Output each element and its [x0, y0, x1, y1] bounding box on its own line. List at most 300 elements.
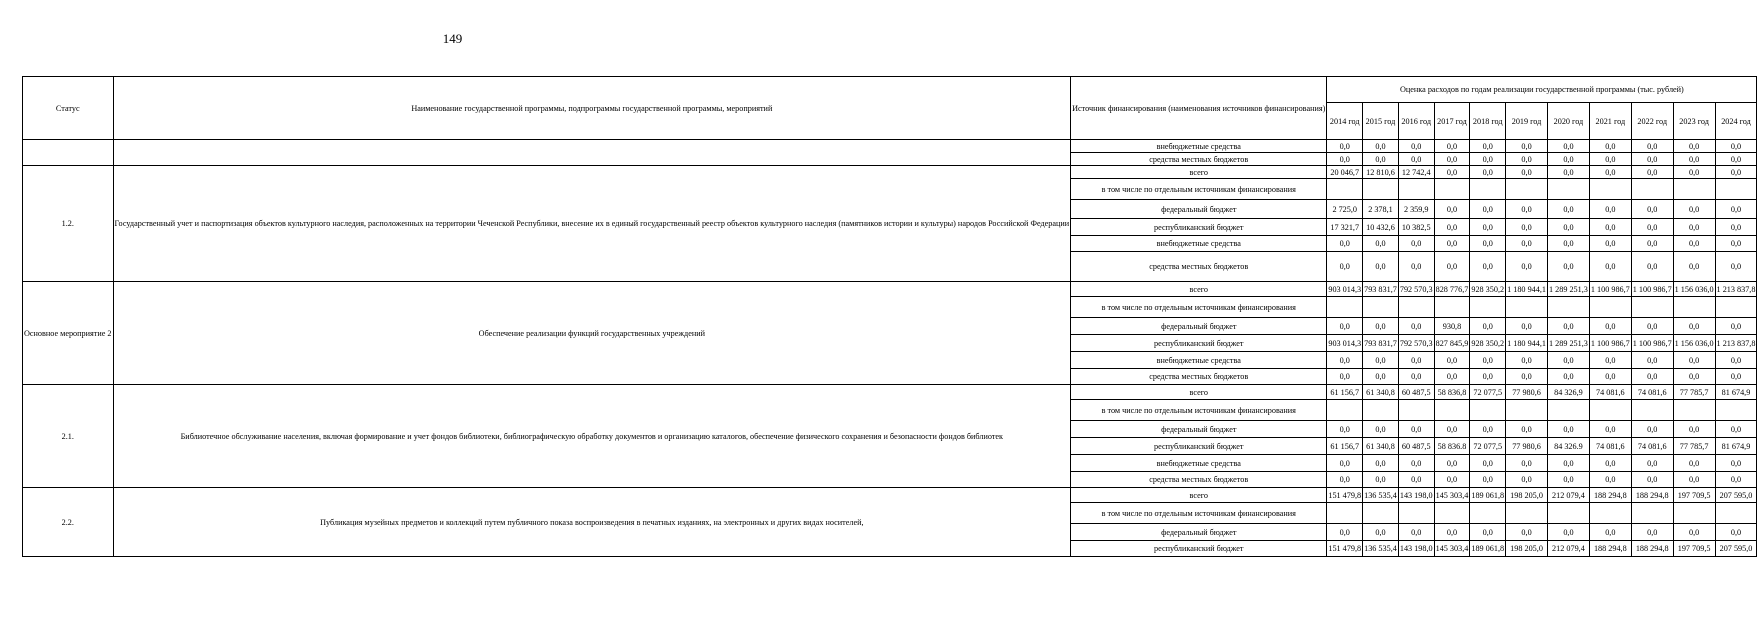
value-cell: 143 198,0 — [1398, 541, 1434, 557]
value-cell — [1589, 297, 1631, 318]
source-cell: внебюджетные средства — [1071, 236, 1327, 252]
value-cell: 928 350,2 — [1470, 282, 1506, 297]
header-estimate: Оценка расходов по годам реализации государственной программы (тыс. рублей) — [1327, 77, 1757, 103]
value-cell: 0,0 — [1547, 352, 1589, 369]
header-year: 2019 год — [1506, 103, 1548, 140]
value-cell: 0,0 — [1363, 140, 1399, 153]
value-cell — [1398, 400, 1434, 421]
header-row — [23, 77, 1757, 103]
header-year: 2017 год — [1434, 103, 1470, 140]
value-cell: 0,0 — [1589, 153, 1631, 166]
value-cell: 0,0 — [1506, 153, 1548, 166]
value-cell: 189 061,8 — [1470, 488, 1506, 503]
value-cell: 0,0 — [1631, 252, 1673, 282]
source-cell: внебюджетные средства — [1071, 352, 1327, 369]
value-cell: 0,0 — [1363, 421, 1399, 438]
value-cell: 207 595,0 — [1715, 488, 1757, 503]
value-cell: 0,0 — [1506, 455, 1548, 472]
value-cell: 77 980,6 — [1506, 385, 1548, 400]
value-cell: 12 810,6 — [1363, 166, 1399, 179]
page-number: 149 — [442, 31, 463, 46]
value-cell: 0,0 — [1547, 200, 1589, 219]
value-cell: 197 709,5 — [1673, 541, 1715, 557]
value-cell: 0,0 — [1547, 153, 1589, 166]
table-row — [23, 385, 1757, 400]
value-cell: 0,0 — [1470, 236, 1506, 252]
value-cell: 930,8 — [1434, 318, 1470, 335]
value-cell: 0,0 — [1673, 421, 1715, 438]
value-cell: 0,0 — [1673, 352, 1715, 369]
value-cell: 0,0 — [1434, 200, 1470, 219]
header-source: Источник финансирования (наименования источников финансирования) — [1071, 77, 1327, 140]
source-cell: республиканский бюджет — [1071, 219, 1327, 236]
value-cell: 0,0 — [1589, 524, 1631, 541]
value-cell: 0,0 — [1631, 421, 1673, 438]
name-cell: Библиотечное обслуживание населения, включая формирование и учет фондов библиотеки, библиографическую обработку документов и организацию каталогов, обеспечение физического сохранения и безопасности фондов библиотек — [113, 385, 1071, 488]
value-cell: 0,0 — [1398, 153, 1434, 166]
value-cell: 145 303,4 — [1434, 488, 1470, 503]
value-cell: 0,0 — [1470, 455, 1506, 472]
value-cell: 0,0 — [1673, 200, 1715, 219]
value-cell: 0,0 — [1470, 472, 1506, 488]
value-cell: 136 535,4 — [1363, 488, 1399, 503]
value-cell: 0,0 — [1398, 524, 1434, 541]
value-cell: 903 014,3 — [1327, 282, 1363, 297]
value-cell — [1715, 179, 1757, 200]
value-cell — [1673, 400, 1715, 421]
source-cell: средства местных бюджетов — [1071, 472, 1327, 488]
value-cell: 0,0 — [1506, 318, 1548, 335]
value-cell — [1673, 179, 1715, 200]
value-cell: 0,0 — [1470, 352, 1506, 369]
name-cell-empty — [113, 140, 1071, 166]
value-cell: 0,0 — [1506, 166, 1548, 179]
value-cell — [1506, 179, 1548, 200]
value-cell: 0,0 — [1589, 455, 1631, 472]
value-cell: 1 100 986,7 — [1631, 282, 1673, 297]
value-cell — [1631, 179, 1673, 200]
value-cell — [1631, 297, 1673, 318]
value-cell: 0,0 — [1363, 455, 1399, 472]
value-cell: 0,0 — [1589, 421, 1631, 438]
value-cell: 828 776,7 — [1434, 282, 1470, 297]
value-cell — [1470, 179, 1506, 200]
value-cell: 1 100 986,7 — [1589, 282, 1631, 297]
value-cell — [1327, 179, 1363, 200]
table-row — [23, 140, 1757, 153]
value-cell: 0,0 — [1673, 455, 1715, 472]
value-cell: 0,0 — [1673, 166, 1715, 179]
value-cell: 0,0 — [1327, 236, 1363, 252]
value-cell — [1363, 503, 1399, 524]
source-cell: федеральный бюджет — [1071, 318, 1327, 335]
value-cell: 77 785,7 — [1673, 438, 1715, 455]
table-body — [23, 77, 1757, 557]
value-cell: 84 326.9 — [1547, 438, 1589, 455]
source-cell: средства местных бюджетов — [1071, 369, 1327, 385]
value-cell: 74 081,6 — [1589, 385, 1631, 400]
value-cell: 0,0 — [1398, 318, 1434, 335]
value-cell — [1327, 297, 1363, 318]
value-cell: 1 213 837,8 — [1715, 335, 1757, 352]
value-cell: 0,0 — [1673, 236, 1715, 252]
value-cell: 0,0 — [1470, 421, 1506, 438]
name-cell: Государственный учет и паспортизация объектов культурного наследия, расположенных на территории Чеченской Республики, внесение их в единый государственный реестр объектов культурного наследия (памятников истории и культуры) народов Российской Федерации — [113, 166, 1071, 282]
value-cell — [1673, 503, 1715, 524]
value-cell: 0,0 — [1506, 421, 1548, 438]
value-cell: 0,0 — [1506, 219, 1548, 236]
value-cell: 0,0 — [1506, 140, 1548, 153]
value-cell: 17 321,7 — [1327, 219, 1363, 236]
value-cell: 0,0 — [1673, 369, 1715, 385]
value-cell — [1327, 503, 1363, 524]
value-cell: 0,0 — [1673, 472, 1715, 488]
value-cell: 0,0 — [1589, 352, 1631, 369]
value-cell: 0,0 — [1631, 369, 1673, 385]
value-cell — [1715, 297, 1757, 318]
value-cell: 77 785,7 — [1673, 385, 1715, 400]
value-cell: 0,0 — [1398, 421, 1434, 438]
value-cell: 61 340,8 — [1363, 438, 1399, 455]
source-cell: федеральный бюджет — [1071, 200, 1327, 219]
value-cell — [1398, 179, 1434, 200]
value-cell: 12 742,4 — [1398, 166, 1434, 179]
value-cell: 60 487,5 — [1398, 385, 1434, 400]
source-cell: федеральный бюджет — [1071, 421, 1327, 438]
value-cell — [1470, 503, 1506, 524]
value-cell: 0,0 — [1547, 524, 1589, 541]
value-cell: 0,0 — [1715, 219, 1757, 236]
value-cell: 0,0 — [1506, 236, 1548, 252]
source-cell: всего — [1071, 488, 1327, 503]
value-cell: 0,0 — [1470, 200, 1506, 219]
header-year: 2020 год — [1547, 103, 1589, 140]
value-cell: 0,0 — [1327, 455, 1363, 472]
value-cell — [1434, 400, 1470, 421]
value-cell: 0,0 — [1631, 153, 1673, 166]
header-year: 2018 год — [1470, 103, 1506, 140]
value-cell: 0,0 — [1398, 252, 1434, 282]
source-cell: федеральный бюджет — [1071, 524, 1327, 541]
value-cell: 0,0 — [1715, 318, 1757, 335]
value-cell: 0,0 — [1715, 200, 1757, 219]
value-cell — [1506, 297, 1548, 318]
value-cell: 0,0 — [1715, 524, 1757, 541]
value-cell: 0,0 — [1470, 318, 1506, 335]
value-cell: 0,0 — [1589, 140, 1631, 153]
value-cell — [1363, 297, 1399, 318]
value-cell — [1715, 503, 1757, 524]
value-cell: 58 836.8 — [1434, 438, 1470, 455]
value-cell — [1547, 179, 1589, 200]
value-cell: 0,0 — [1327, 153, 1363, 166]
value-cell: 0,0 — [1715, 252, 1757, 282]
value-cell: 81 674,9 — [1715, 438, 1757, 455]
value-cell: 0,0 — [1589, 369, 1631, 385]
value-cell: 0,0 — [1434, 252, 1470, 282]
value-cell — [1327, 400, 1363, 421]
value-cell: 0,0 — [1506, 252, 1548, 282]
value-cell: 0,0 — [1398, 352, 1434, 369]
value-cell: 0,0 — [1398, 369, 1434, 385]
value-cell — [1547, 503, 1589, 524]
value-cell: 0,0 — [1327, 140, 1363, 153]
value-cell: 0,0 — [1434, 236, 1470, 252]
value-cell: 188 294,8 — [1589, 488, 1631, 503]
value-cell: 151 479,8 — [1327, 488, 1363, 503]
status-cell: Основное мероприятие 2 — [23, 282, 114, 385]
value-cell: 0,0 — [1506, 369, 1548, 385]
value-cell: 0,0 — [1547, 140, 1589, 153]
value-cell: 0,0 — [1673, 524, 1715, 541]
value-cell: 0,0 — [1631, 236, 1673, 252]
value-cell: 188 294,8 — [1631, 488, 1673, 503]
value-cell: 212 079,4 — [1547, 488, 1589, 503]
source-cell: в том числе по отдельным источникам финансирования — [1071, 503, 1327, 524]
value-cell: 0,0 — [1547, 219, 1589, 236]
value-cell: 0,0 — [1327, 421, 1363, 438]
value-cell: 0,0 — [1715, 421, 1757, 438]
value-cell — [1673, 297, 1715, 318]
value-cell: 0,0 — [1434, 524, 1470, 541]
value-cell: 0,0 — [1631, 318, 1673, 335]
value-cell: 0,0 — [1547, 236, 1589, 252]
value-cell: 74 081,6 — [1631, 438, 1673, 455]
value-cell: 198 205,0 — [1506, 488, 1548, 503]
status-cell: 2.1. — [23, 385, 114, 488]
value-cell: 188 294,8 — [1631, 541, 1673, 557]
value-cell: 0,0 — [1547, 252, 1589, 282]
value-cell: 136 535,4 — [1363, 541, 1399, 557]
value-cell: 188 294,8 — [1589, 541, 1631, 557]
value-cell: 207 595,0 — [1715, 541, 1757, 557]
value-cell: 60 487,5 — [1398, 438, 1434, 455]
value-cell: 0,0 — [1631, 140, 1673, 153]
value-cell: 0,0 — [1631, 352, 1673, 369]
value-cell: 61 156,7 — [1327, 385, 1363, 400]
source-cell: средства местных бюджетов — [1071, 153, 1327, 166]
value-cell: 0,0 — [1470, 252, 1506, 282]
value-cell: 77 980,6 — [1506, 438, 1548, 455]
value-cell — [1715, 400, 1757, 421]
value-cell: 0,0 — [1589, 252, 1631, 282]
table-row — [23, 166, 1757, 179]
value-cell: 0,0 — [1715, 455, 1757, 472]
value-cell: 0,0 — [1327, 369, 1363, 385]
source-cell: в том числе по отдельным источникам финансирования — [1071, 297, 1327, 318]
value-cell: 0,0 — [1673, 219, 1715, 236]
value-cell: 0,0 — [1673, 252, 1715, 282]
value-cell: 0,0 — [1547, 421, 1589, 438]
value-cell: 0,0 — [1715, 369, 1757, 385]
name-cell: Публикация музейных предметов и коллекций путем публичного показа воспроизведения в печатных изданиях, на электронных и других видах носителей, — [113, 488, 1071, 557]
value-cell — [1506, 503, 1548, 524]
status-cell: 1.2. — [23, 166, 114, 282]
budget-table — [22, 76, 1757, 557]
value-cell: 1 213 837,8 — [1715, 282, 1757, 297]
value-cell: 793 831,7 — [1363, 335, 1399, 352]
value-cell: 0,0 — [1363, 153, 1399, 166]
value-cell: 1 289 251,3 — [1547, 282, 1589, 297]
value-cell: 0,0 — [1715, 236, 1757, 252]
value-cell: 0,0 — [1434, 472, 1470, 488]
source-cell: всего — [1071, 166, 1327, 179]
source-cell: внебюджетные средства — [1071, 455, 1327, 472]
value-cell: 72 077,5 — [1470, 385, 1506, 400]
source-cell: республиканский бюджет — [1071, 335, 1327, 352]
value-cell: 72 077,5 — [1470, 438, 1506, 455]
value-cell: 0,0 — [1327, 472, 1363, 488]
value-cell: 0,0 — [1589, 472, 1631, 488]
value-cell — [1547, 297, 1589, 318]
name-cell: Обеспечение реализации функций государственных учреждений — [113, 282, 1071, 385]
value-cell: 1 180 944,1 — [1506, 335, 1548, 352]
status-cell-empty — [23, 140, 114, 166]
value-cell: 0,0 — [1631, 200, 1673, 219]
value-cell: 0,0 — [1506, 524, 1548, 541]
value-cell: 0,0 — [1434, 219, 1470, 236]
value-cell: 197 709,5 — [1673, 488, 1715, 503]
value-cell — [1506, 400, 1548, 421]
value-cell: 0,0 — [1434, 153, 1470, 166]
value-cell — [1470, 400, 1506, 421]
value-cell: 61 340,8 — [1363, 385, 1399, 400]
value-cell: 81 674,9 — [1715, 385, 1757, 400]
value-cell: 74 081,6 — [1589, 438, 1631, 455]
value-cell: 58 836,8 — [1434, 385, 1470, 400]
value-cell: 2 725,0 — [1327, 200, 1363, 219]
value-cell: 0,0 — [1363, 524, 1399, 541]
source-cell: республиканский бюджет — [1071, 541, 1327, 557]
value-cell: 0,0 — [1715, 352, 1757, 369]
value-cell: 0,0 — [1434, 166, 1470, 179]
value-cell: 0,0 — [1547, 455, 1589, 472]
value-cell: 145 303,4 — [1434, 541, 1470, 557]
value-cell: 792 570,3 — [1398, 282, 1434, 297]
source-cell: в том числе по отдельным источникам финансирования — [1071, 400, 1327, 421]
value-cell: 0,0 — [1631, 166, 1673, 179]
value-cell: 827 845,9 — [1434, 335, 1470, 352]
source-cell: всего — [1071, 385, 1327, 400]
value-cell: 1 100 986,7 — [1589, 335, 1631, 352]
value-cell: 212 079,4 — [1547, 541, 1589, 557]
value-cell: 928 350,2 — [1470, 335, 1506, 352]
value-cell: 2 359,9 — [1398, 200, 1434, 219]
table-row — [23, 488, 1757, 503]
header-year: 2022 год — [1631, 103, 1673, 140]
value-cell: 143 198,0 — [1398, 488, 1434, 503]
value-cell: 0,0 — [1363, 236, 1399, 252]
value-cell: 0,0 — [1506, 472, 1548, 488]
value-cell: 0,0 — [1363, 252, 1399, 282]
value-cell: 0,0 — [1470, 153, 1506, 166]
value-cell: 0,0 — [1589, 318, 1631, 335]
value-cell: 189 061,8 — [1470, 541, 1506, 557]
value-cell — [1631, 400, 1673, 421]
value-cell — [1363, 400, 1399, 421]
value-cell: 0,0 — [1631, 472, 1673, 488]
value-cell: 0,0 — [1363, 352, 1399, 369]
value-cell: 0,0 — [1470, 219, 1506, 236]
value-cell: 0,0 — [1327, 252, 1363, 282]
value-cell: 0,0 — [1547, 166, 1589, 179]
value-cell: 0,0 — [1715, 153, 1757, 166]
header-status: Статус — [23, 77, 114, 140]
value-cell: 0,0 — [1673, 153, 1715, 166]
value-cell: 0,0 — [1506, 200, 1548, 219]
header-name: Наименование государственной программы, подпрограммы государственной программы, мероприятий — [113, 77, 1071, 140]
value-cell: 0,0 — [1506, 352, 1548, 369]
value-cell: 0,0 — [1470, 524, 1506, 541]
header-year: 2021 год — [1589, 103, 1631, 140]
value-cell: 0,0 — [1398, 236, 1434, 252]
value-cell — [1547, 400, 1589, 421]
value-cell: 0,0 — [1363, 318, 1399, 335]
value-cell: 20 046,7 — [1327, 166, 1363, 179]
value-cell: 74 081,6 — [1631, 385, 1673, 400]
value-cell — [1470, 297, 1506, 318]
value-cell: 0,0 — [1547, 318, 1589, 335]
table-row — [23, 282, 1757, 297]
value-cell: 10 382,5 — [1398, 219, 1434, 236]
value-cell: 0,0 — [1327, 524, 1363, 541]
value-cell: 0,0 — [1631, 524, 1673, 541]
value-cell: 793 831,7 — [1363, 282, 1399, 297]
source-cell: в том числе по отдельным источникам финансирования — [1071, 179, 1327, 200]
value-cell: 0,0 — [1398, 140, 1434, 153]
value-cell: 0,0 — [1470, 369, 1506, 385]
value-cell: 0,0 — [1631, 219, 1673, 236]
value-cell: 0,0 — [1715, 472, 1757, 488]
value-cell: 2 378,1 — [1363, 200, 1399, 219]
value-cell: 0,0 — [1547, 472, 1589, 488]
value-cell: 198 205,0 — [1506, 541, 1548, 557]
value-cell: 1 156 036,0 — [1673, 335, 1715, 352]
value-cell: 0,0 — [1434, 352, 1470, 369]
value-cell: 0,0 — [1327, 352, 1363, 369]
value-cell — [1589, 400, 1631, 421]
value-cell: 0,0 — [1715, 140, 1757, 153]
value-cell: 0,0 — [1398, 472, 1434, 488]
value-cell — [1398, 503, 1434, 524]
value-cell: 1 156 036,0 — [1673, 282, 1715, 297]
status-cell: 2.2. — [23, 488, 114, 557]
header-year: 2014 год — [1327, 103, 1363, 140]
value-cell: 1 289 251,3 — [1547, 335, 1589, 352]
value-cell: 0,0 — [1363, 369, 1399, 385]
value-cell — [1434, 179, 1470, 200]
value-cell: 0,0 — [1589, 200, 1631, 219]
value-cell: 151 479,8 — [1327, 541, 1363, 557]
header-year: 2015 год — [1363, 103, 1399, 140]
value-cell — [1398, 297, 1434, 318]
value-cell: 1 100 986,7 — [1631, 335, 1673, 352]
value-cell: 903 014,3 — [1327, 335, 1363, 352]
value-cell: 0,0 — [1470, 166, 1506, 179]
value-cell — [1589, 503, 1631, 524]
value-cell: 0,0 — [1673, 318, 1715, 335]
value-cell — [1631, 503, 1673, 524]
value-cell: 10 432,6 — [1363, 219, 1399, 236]
header-year: 2023 год — [1673, 103, 1715, 140]
value-cell: 0,0 — [1434, 455, 1470, 472]
source-cell: республиканский бюджет — [1071, 438, 1327, 455]
value-cell: 1 180 944,1 — [1506, 282, 1548, 297]
value-cell — [1434, 297, 1470, 318]
value-cell: 0,0 — [1470, 140, 1506, 153]
value-cell — [1589, 179, 1631, 200]
value-cell: 0,0 — [1673, 140, 1715, 153]
